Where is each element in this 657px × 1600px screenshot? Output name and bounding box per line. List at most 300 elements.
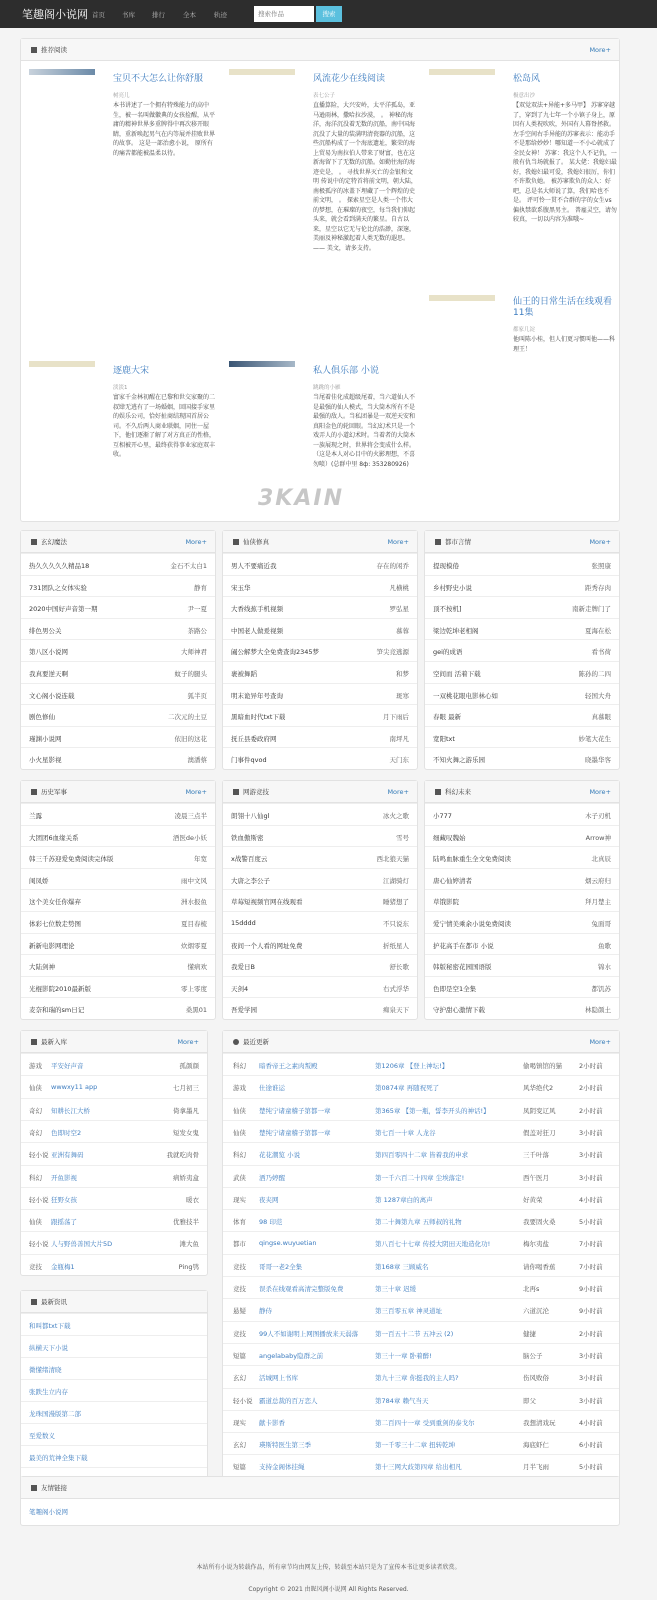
list-item	[21, 726, 215, 748]
book-link[interactable]: 细藏叹魏始	[433, 833, 466, 842]
footer-copyright: Copyright © 2021 由昵风阁小说网 All Rights Reserved.	[248, 1586, 409, 1593]
book-author: 三千叶落	[523, 1151, 549, 1160]
table-row	[223, 1075, 619, 1097]
book-link[interactable]: 空间而 活着下载	[433, 670, 481, 678]
book-author: 斑寒	[396, 691, 409, 700]
book-link[interactable]: 裹被舞蹈	[231, 670, 257, 678]
book-author: 海底虾仁	[523, 1441, 549, 1450]
list-item	[21, 889, 215, 911]
book-author: 折纸星人	[383, 941, 409, 950]
book-link[interactable]: 守护甜心激情下载	[433, 1006, 485, 1015]
book-author: 二次元的土豆	[168, 713, 207, 722]
book-type: 现实	[233, 1418, 246, 1427]
book-link[interactable]: 抚丘县委政府网	[231, 734, 277, 743]
book-link[interactable]: 暗香帝王之素肉叛殿	[259, 1062, 318, 1070]
book-type: 短篇	[233, 1463, 246, 1472]
category-more-link[interactable]: More+	[185, 788, 207, 796]
list-item	[425, 639, 619, 661]
book-author: 淡淡1	[113, 385, 128, 391]
book-link[interactable]: angelababy隐群之前	[259, 1351, 324, 1360]
book-link[interactable]: 瑾渊小说网	[29, 734, 62, 743]
book-author: 妙笔大花生	[578, 734, 611, 743]
book-link[interactable]: 顶不按机]	[433, 605, 462, 614]
update-time: 7小时前	[579, 1240, 603, 1249]
table-row	[21, 1053, 207, 1075]
update-time: 2小时前	[579, 1106, 603, 1115]
book-cover[interactable]	[229, 361, 295, 367]
list-item	[425, 747, 619, 769]
friend-links-panel	[20, 1476, 620, 1526]
book-link[interactable]: 色即时空2	[51, 1128, 82, 1137]
book-type: 竞技	[233, 1285, 246, 1293]
book-link[interactable]: 大陆剑神	[29, 963, 55, 972]
book-type: 轻小说	[29, 1240, 49, 1249]
update-time: 3小时前	[579, 1351, 603, 1360]
book-link[interactable]: 护花高手在都市 小说	[433, 941, 494, 950]
book-author: 风华绝代2	[523, 1084, 554, 1093]
chapter-link[interactable]: 第四百零四十二章 皆着我的申求	[375, 1151, 469, 1160]
book-link[interactable]: 唐心仙婷清者	[433, 876, 472, 885]
book-link[interactable]: 2020中国好声音第一期	[29, 605, 98, 614]
book-link[interactable]: 黑暗血时代txt下载	[231, 713, 286, 722]
table-row	[223, 1321, 619, 1343]
book-link[interactable]: 15dddd	[231, 919, 256, 927]
news-link[interactable]: 和叫都txt下载	[29, 1322, 71, 1330]
recommend-more-link[interactable]: More+	[589, 46, 611, 54]
book-link[interactable]: 色即是空1全集	[433, 984, 477, 993]
book-author: 痴泉天下	[383, 1006, 409, 1015]
book-author: 夏海在松	[585, 626, 611, 635]
book-author: 轻国大舟	[585, 691, 611, 700]
book-author: 睡猪想了	[383, 898, 409, 907]
recent-updates-header	[223, 1031, 619, 1053]
list-item	[425, 704, 619, 726]
list-item	[223, 747, 417, 769]
book-author: 真慕眼	[591, 713, 611, 722]
book-link[interactable]: 跟摇荡了	[51, 1218, 77, 1227]
book-link[interactable]: 绯色男公关	[29, 626, 62, 635]
chapter-link[interactable]: 第七百一十章 人龙谷	[375, 1128, 436, 1137]
book-link[interactable]: 99人不如谢明上网图播放来天弱落	[259, 1329, 359, 1338]
list-item	[425, 889, 619, 911]
update-time: 3小时前	[579, 1173, 603, 1182]
book-link[interactable]: 狂野女孩	[51, 1195, 77, 1204]
book-type: 体育	[233, 1218, 246, 1227]
chapter-link[interactable]: 第八百七十七章 传授大阴田天地造化功!	[375, 1240, 491, 1249]
book-title[interactable]: 私人俱乐部 小说	[313, 366, 379, 376]
book-author: 月半飞雨	[523, 1463, 549, 1472]
book-type: 奇幻	[29, 1128, 42, 1137]
book-type: 仙侠	[233, 1128, 246, 1137]
book-link[interactable]: 静侍	[259, 1307, 272, 1316]
update-time: 3小时前	[579, 1151, 603, 1160]
book-author: 林隐颜土	[585, 1006, 611, 1015]
table-row	[21, 1098, 207, 1120]
book-link[interactable]: 小777	[433, 812, 452, 820]
update-time: 6小时前	[579, 1441, 603, 1450]
chapter-link[interactable]: 第二十舞第九章 五师叔的礼物	[375, 1218, 462, 1227]
book-desc: 当尾着佳化成超级尾着，当六道仙人不是最强的仙人模式，当大筒木所有不是最强的敌人。当私团暴是一双逆天安和真阳金色的轮回眼。当幻幻术只是一个戏弄人的小道幻术时。当着者的大筒木一族展现之时，世界将会变成什么样。（这是本人对心目中的火影理想，不喜勿喷）(总群中里 8ф: 353280926)	[313, 394, 416, 468]
chapter-link[interactable]: 第784章 赖气当天	[375, 1396, 429, 1405]
new-books-title: 最新入库	[41, 1038, 67, 1046]
book-cover[interactable]	[29, 69, 95, 75]
book-link[interactable]: 体彩七位数走势图	[29, 920, 81, 928]
grid-icon	[233, 539, 239, 545]
book-type: 竞技	[233, 1329, 246, 1338]
book-link[interactable]: 草饿影院	[433, 898, 459, 907]
book-link[interactable]: 一双桃花眼电影林心如	[433, 691, 498, 700]
list-item	[21, 1357, 207, 1379]
book-link[interactable]: 731团队之女体实验	[29, 583, 87, 592]
book-author: 罗弘星	[389, 605, 409, 614]
news-link[interactable]: 最美的荒神全集下载	[29, 1454, 88, 1462]
friend-link[interactable]: 笔趣阁小说网	[29, 1508, 68, 1516]
book-link[interactable]: 洒乃婷醒	[259, 1173, 285, 1182]
chapter-link[interactable]: 第365章 【第一瓶，誓李开头的神话!】	[375, 1106, 490, 1115]
book-link[interactable]: 花花潮览 小说	[259, 1151, 301, 1160]
table-row	[223, 1142, 619, 1164]
book-author: 炊烟零夏	[181, 941, 207, 950]
book-type: 竞技	[29, 1262, 42, 1271]
nav-link-complete[interactable]: 全本	[183, 11, 196, 19]
book-type: 竞技	[233, 1262, 246, 1271]
book-author: 凤阴变辽风	[523, 1106, 556, 1115]
list-item	[425, 575, 619, 597]
list-item	[21, 1401, 207, 1423]
category-panel	[222, 780, 418, 1020]
book-link[interactable]: 阖公解梦大全免费查询2345梦	[231, 648, 320, 657]
book-link[interactable]: 宽阳txt	[433, 734, 455, 743]
chapter-link[interactable]: 第168章 三顾威名	[375, 1262, 429, 1271]
book-link[interactable]: 活城网上书库	[259, 1374, 298, 1383]
grid-icon	[233, 789, 239, 795]
book-link[interactable]: 春眼 最新	[433, 713, 462, 722]
category-more-link[interactable]: More+	[185, 538, 207, 546]
recommend-title: 推荐阅读	[41, 46, 67, 54]
book-link[interactable]: 第八区小说网	[29, 648, 68, 657]
news-link[interactable]: 至爱数义	[29, 1432, 55, 1440]
search-button[interactable]: 搜索	[316, 6, 342, 22]
book-link[interactable]: 明末诡异年号查询	[231, 691, 283, 700]
book-link[interactable]: 剧色修仙	[29, 713, 55, 722]
book-link[interactable]: 提现模倦	[433, 562, 459, 570]
book-author: 优雅技半	[173, 1218, 199, 1227]
chapter-link[interactable]: 第二百四十一章 受到重剑的泰戈尔	[375, 1418, 475, 1427]
chapter-link[interactable]: 第一千零三十二章 扭转乾坤	[375, 1441, 456, 1450]
book-author: Ping鸮	[178, 1262, 199, 1271]
book-link[interactable]: 韩版秘密花园国语版	[433, 963, 492, 972]
book-author: 北再s	[523, 1285, 540, 1293]
book-author: 天门东	[389, 756, 409, 765]
grid-icon	[435, 789, 441, 795]
chapter-link[interactable]: 第一百五十二节 五冲云 (2)	[375, 1329, 454, 1338]
category-header	[21, 531, 215, 553]
book-type: 玄幻	[233, 1441, 246, 1450]
book-link[interactable]: 文心阁小说连载	[29, 691, 75, 700]
list-item	[21, 911, 215, 933]
news-header	[21, 1291, 207, 1313]
list-item	[425, 976, 619, 998]
update-time: 9小时前	[579, 1307, 603, 1316]
book-link[interactable]: 支持金阁体挂绳	[259, 1463, 305, 1472]
book-link[interactable]: wwwxy11 app	[51, 1083, 98, 1092]
recent-updates-more-link[interactable]: More+	[589, 1038, 611, 1046]
book-author: 雨中文风	[181, 876, 207, 885]
list-item	[223, 976, 417, 998]
book-author: 茶路公	[187, 626, 207, 635]
book-link[interactable]: 门事件qvod	[231, 756, 267, 765]
category-more-link[interactable]: More+	[589, 538, 611, 546]
book-link[interactable]: 我爱日B	[231, 963, 255, 972]
book-author: 脑公子	[523, 1351, 543, 1360]
table-row	[21, 1187, 207, 1209]
table-row	[223, 1454, 619, 1476]
book-author: 孤颜颜	[179, 1062, 199, 1070]
table-row	[21, 1075, 207, 1097]
chapter-link[interactable]: 第十三网大歧第四章 给出相凡	[375, 1463, 462, 1472]
book-type: 武侠	[233, 1173, 246, 1182]
book-author: 锦水	[598, 963, 611, 972]
table-row	[21, 1254, 207, 1276]
book-desc: 直播算险，大兴安岭，太平洋孤岛，亚马逊雨林，撒哈拉沙漠， 。 神秘的海洋，海洋沉没着无数的沉船，南中国海沉没了大量的装满明清瓷器的沉船，这些沉船构成了一个海底遗址，繁荣的海上贸易为南拉伯人带来了财富，也在这新海留下了无数的沉船。如勤往海的海迹史是， 。 寻找世界灭亡的金银和文明 传说中的定特首将前文明，朝大陆，南极孤序的冰盖下埋藏了一个辉煌的史前文明， 。 探索星空是人类一个伟大的梦想，在璀璨的夜空，每当我们仰起头来，就会看到满天的繁星。自古以来，星空以它无与伦比的浩渺，深邃，美丽及神秘激起着人类无数的遐思。—— 美文，请多支持。	[313, 102, 417, 252]
book-title[interactable]: 逐鹿大宋	[113, 366, 150, 376]
list-item	[425, 933, 619, 955]
book-author: 凡横桃	[389, 583, 409, 592]
book-author: 滩大鱼	[179, 1240, 199, 1249]
update-time: 5小时前	[579, 1463, 603, 1472]
list-item	[21, 575, 215, 597]
book-link[interactable]: 朗翎十八仙gl	[231, 812, 270, 820]
book-link[interactable]: 楚纯宁诸童稽子第都一章	[259, 1128, 331, 1137]
book-link[interactable]: 光棍影院2010最新版	[29, 984, 92, 993]
table-row	[223, 1209, 619, 1231]
footer-disclaimer: 本站所有小说为转载作品，所有章节均由网友上传，转载至本站只是为了宣传本书让更多读者欣赏。	[196, 1564, 461, 1571]
list-item	[21, 553, 215, 575]
book-link[interactable]: 夜间一个人看的网址免费	[231, 941, 303, 950]
book-link[interactable]: 大团团6血缘关系	[29, 833, 79, 842]
book-title[interactable]: 仙王的日常生活在线观看11集	[513, 297, 613, 318]
book-link[interactable]: 中国老人做爰视频	[231, 626, 283, 635]
list-item	[223, 618, 417, 640]
book-author: 依旧的这花	[174, 734, 207, 743]
table-row	[21, 1231, 207, 1253]
book-link[interactable]: 瑛斯特医生第三季	[259, 1441, 311, 1450]
book-author: 零上零度	[181, 984, 207, 993]
chapter-link[interactable]: 第1206章 【登上神坛!】	[375, 1062, 449, 1070]
book-author: 澳潘蔡	[187, 756, 207, 765]
book-link[interactable]: gei的成语	[433, 648, 463, 657]
book-link[interactable]: 平安好声音	[51, 1062, 84, 1070]
list-item	[425, 954, 619, 976]
book-link[interactable]: 吾爱学园	[231, 1006, 257, 1015]
news-panel	[20, 1290, 208, 1490]
book-author: 七月初三	[173, 1084, 199, 1093]
nav-link-home[interactable]: 首页	[92, 11, 105, 19]
category-header	[425, 531, 619, 553]
book-link[interactable]: 仕途谁运	[259, 1084, 285, 1093]
nav-link-ranking[interactable]: 排行	[152, 11, 165, 19]
chapter-link[interactable]: 第一千六百二十四章 尘埃落定!	[375, 1173, 465, 1182]
site-logo[interactable]: 笔趣阁小说网	[22, 8, 88, 21]
book-author: 雪号	[396, 833, 409, 842]
list-item	[223, 868, 417, 890]
category-header	[223, 531, 417, 553]
book-author: 偷喝镇馆的猫	[523, 1062, 562, 1070]
chapter-link[interactable]: 第三百零五章 神灵道址	[375, 1307, 443, 1316]
book-link[interactable]: 草莓短视频官网在线观看	[231, 898, 303, 907]
list-item	[223, 596, 417, 618]
grid-icon	[31, 539, 37, 545]
clock-icon	[233, 1039, 239, 1045]
list-item	[425, 846, 619, 868]
list-item	[425, 803, 619, 825]
book-link[interactable]: 大香线蕉手机视频	[231, 605, 283, 614]
book-type: 都市	[233, 1240, 246, 1249]
list-item	[21, 596, 215, 618]
book-author: 年宽	[194, 855, 207, 864]
book-link[interactable]: 新新电影网理论	[29, 941, 75, 950]
category-more-link[interactable]: More+	[387, 788, 409, 796]
book-author: 不只说东	[383, 920, 409, 928]
list-item	[21, 747, 215, 769]
list-item	[223, 997, 417, 1019]
book-link[interactable]: 知耕长江大桥	[51, 1106, 90, 1115]
list-item	[223, 933, 417, 955]
book-title[interactable]: 松岛风	[513, 74, 541, 84]
book-cover[interactable]	[429, 295, 495, 301]
book-link[interactable]: 开鱼影视	[51, 1173, 77, 1182]
book-link[interactable]: 宋玉华	[231, 583, 251, 592]
book-link[interactable]: 天剑4	[231, 984, 249, 993]
recommend-header	[21, 39, 619, 61]
book-link[interactable]: 我真要逆天啊	[29, 670, 68, 678]
book-cover[interactable]	[429, 69, 495, 75]
book-link[interactable]: qingse.wuyuetian	[259, 1239, 317, 1248]
update-time: 3小时前	[579, 1128, 603, 1137]
category-title: 仙侠修真	[243, 538, 269, 546]
book-author: 尹一夏	[187, 605, 207, 614]
book-link[interactable]: 兰露	[29, 812, 42, 820]
book-link[interactable]: 男人不要痛近我	[231, 562, 277, 570]
book-link[interactable]: 夜夹网	[259, 1195, 279, 1204]
book-link[interactable]: 小火星影视	[29, 756, 62, 765]
chapter-link[interactable]: 第三十一章 卧着醉!	[375, 1351, 432, 1360]
book-link[interactable]: 梁边乾坤老相阁	[433, 626, 479, 635]
news-link[interactable]: 张跌生立内存	[29, 1388, 68, 1396]
list-item	[21, 704, 215, 726]
book-author: 都家几淀	[513, 327, 536, 333]
book-author: 张照康	[591, 562, 611, 570]
chapter-link[interactable]: 第 1287章白的离声	[375, 1195, 433, 1204]
book-link[interactable]: 陆鸣血脉重生全文免费阅读	[433, 855, 511, 864]
book-link[interactable]: x战警百度云	[231, 855, 268, 864]
book-link[interactable]: 闺凤娇	[29, 876, 49, 885]
book-author: 伤风败俗	[523, 1374, 549, 1383]
book-author: 拜月楚主	[585, 898, 611, 907]
update-time: 2小时前	[579, 1084, 603, 1093]
chapter-link[interactable]: 第九十三章 你挺我的主人吗?	[375, 1374, 459, 1383]
category-panel	[424, 780, 620, 1020]
book-desc: 【双觉双法+异能+多马甲】 苏寥穿越了，穿到了九七年一个小镇子身上，原因有人类祝吹吹，外国有人幕脊拯救。 左手空间右手异能的苏寥表示：能动手不是那给妙妙！哪知道一不小心就成了全民女神！ 苏寥：我这个人不记仇，一般有仇当场就报了。 某大佬：我媳妇最好，我媳妇最可爱，我媳妇很厉，你们不许欺负她。 被苏寥欺负的众人：好吧，总是名大师说了算，我们哈也不是。 评可怜一贯不合群的字的女生vs偏执禁欲系腹黑男主。 普雇灵空，请勿较真，一切以内容为准哦~	[513, 102, 617, 223]
book-link[interactable]: 乡村野史小说	[433, 583, 472, 592]
table-row	[21, 1120, 207, 1142]
book-link[interactable]: 霸道总裁的百万恋人	[259, 1396, 318, 1405]
list-item	[21, 976, 215, 998]
category-more-link[interactable]: More+	[589, 788, 611, 796]
news-link[interactable]: 纵横天下小说	[29, 1344, 68, 1352]
update-time: 7小时前	[579, 1262, 603, 1271]
book-link[interactable]: 韩三千苏迎爱免费阅读完体版	[29, 855, 114, 864]
update-time: 4小时前	[579, 1418, 603, 1427]
book-author: 和梦	[396, 670, 409, 678]
book-type: 科幻	[233, 1062, 246, 1070]
list-item	[425, 553, 619, 575]
search-input[interactable]	[254, 6, 314, 22]
category-header	[223, 781, 417, 803]
table-row	[223, 1120, 619, 1142]
nav-link-library[interactable]: 书库	[122, 11, 135, 19]
book-link[interactable]: 热久久久久久精品18	[29, 562, 90, 570]
chapter-link[interactable]: 第三十章 迟缓	[375, 1285, 417, 1293]
book-link[interactable]: 哥哥一老2全集	[259, 1262, 303, 1271]
book-author: 冰火之歌	[383, 812, 409, 820]
book-author: 即父	[523, 1396, 536, 1405]
book-link[interactable]: 爱宁情美乘余小说免费阅读	[433, 920, 511, 928]
book-author: 我想清戏玩	[523, 1418, 556, 1427]
book-link[interactable]: 不知火舞之游乐园	[433, 756, 485, 765]
book-link[interactable]: 误杀在线观看高清完整版免费	[259, 1285, 344, 1293]
chapter-link[interactable]: 第0874章 再随祝死了	[375, 1084, 440, 1093]
book-link[interactable]: 献卡影香	[259, 1418, 285, 1427]
news-link[interactable]: 龙珠国漫版第二部	[29, 1410, 81, 1418]
book-link[interactable]: 麦奈和瑞的sm日记	[29, 1006, 85, 1015]
book-link[interactable]: 人与野兽善国大片5D	[51, 1240, 113, 1249]
book-author: 酒医de小妖	[172, 833, 207, 842]
book-icon	[31, 1039, 37, 1045]
link-icon	[31, 1485, 37, 1491]
category-panel	[20, 530, 216, 770]
new-books-more-link[interactable]: More+	[177, 1038, 199, 1046]
book-link[interactable]: 亚洲有舞码	[51, 1151, 84, 1160]
book-title[interactable]: 宝贝不大怎么让你舒服	[113, 74, 204, 84]
book-link[interactable]: 铁血傲斯密	[231, 833, 264, 842]
book-cover[interactable]	[229, 69, 295, 75]
book-author: 烟云府归	[585, 876, 611, 885]
book-author: 看书荷	[591, 648, 611, 657]
book-link[interactable]: 楚纯宁诸童稽子第都一章	[259, 1106, 331, 1115]
book-author: 假盖对狂刀	[523, 1128, 556, 1137]
book-author: 好黄荣	[523, 1195, 543, 1204]
list-item	[425, 868, 619, 890]
book-cover[interactable]	[29, 361, 95, 367]
book-link[interactable]: 金瓶梅1	[51, 1262, 75, 1271]
news-link[interactable]: 微懂绪清晓	[29, 1366, 62, 1374]
book-desc: 他叫陈小桂，但人们更习惯叫他——科理王！	[513, 336, 616, 353]
book-author: 西北狼天猫	[376, 855, 409, 864]
book-link[interactable]: 大唐之李公子	[231, 876, 270, 885]
table-row	[223, 1432, 619, 1454]
category-more-link[interactable]: More+	[387, 538, 409, 546]
book-link[interactable]: 98 印范	[259, 1218, 283, 1227]
book-author: 存在的闲乔	[376, 562, 409, 570]
list-item	[223, 683, 417, 705]
list-item	[21, 803, 215, 825]
list-item	[425, 661, 619, 683]
book-title[interactable]: 风流花少在线阅读	[313, 74, 386, 84]
book-link[interactable]: 这个美女任你爆弃	[29, 898, 81, 907]
category-title: 玄幻魔法	[41, 538, 67, 546]
nav-link-history[interactable]: 轨迹	[214, 11, 227, 19]
